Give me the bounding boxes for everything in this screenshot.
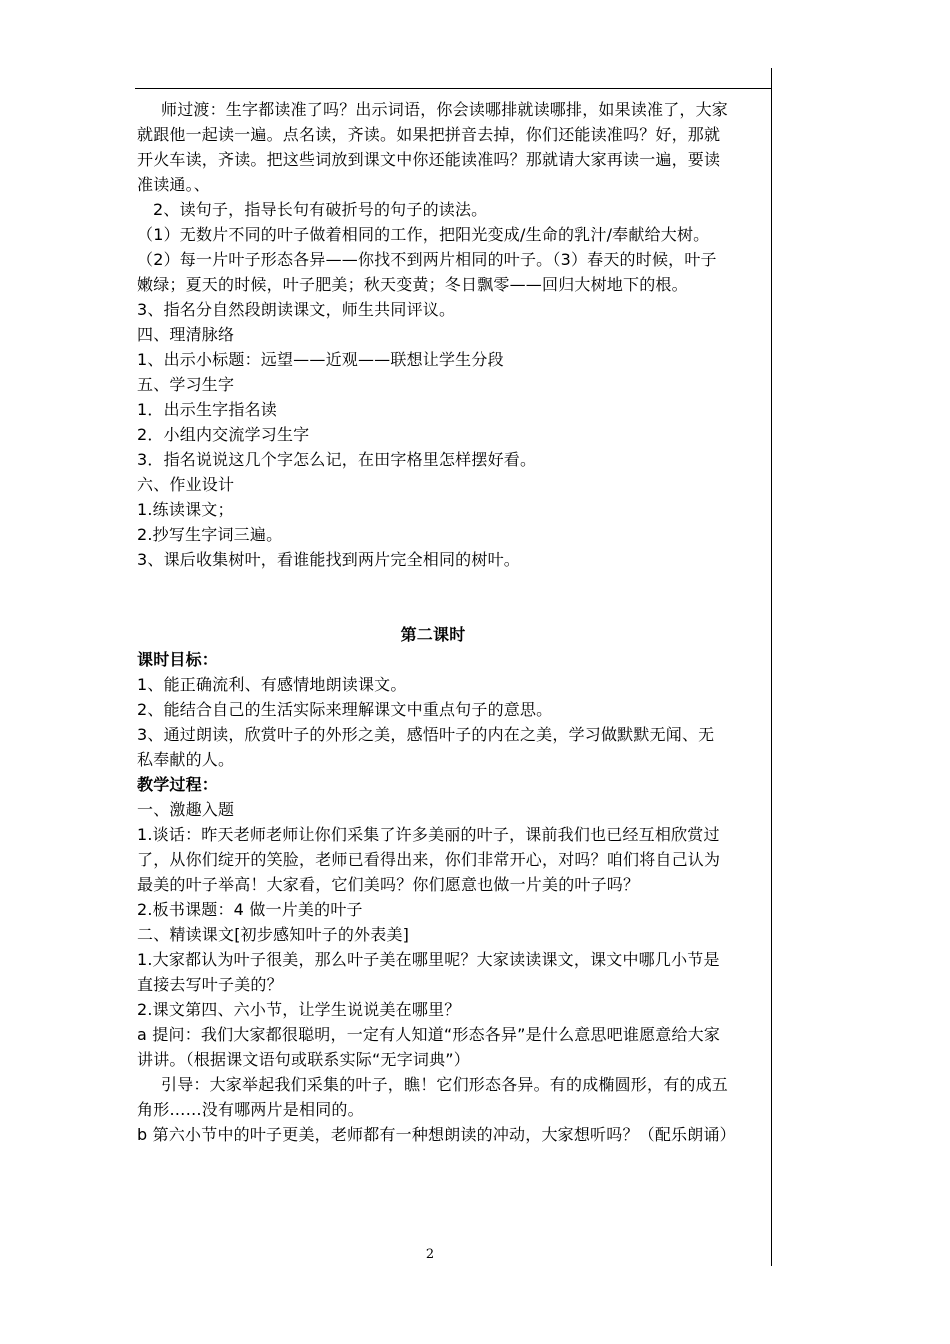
list-item: 3、通过朗读，欣赏叶子的外形之美，感悟叶子的内在之美，学习做默默无闻、无私奉献的人。 [137, 725, 715, 769]
heading-structure: 四、理清脉络 [137, 325, 235, 344]
list-item: 3．指名说说这几个字怎么记，在田字格里怎样摆好看。 [137, 450, 537, 469]
goals-heading: 课时目标： [137, 650, 219, 669]
list-item: 3、课后收集树叶，看谁能找到两片完全相同的树叶。 [137, 550, 520, 569]
paragraph-ask: a 提问：我们大家都很聪明，一定有人知道“形态各异”是什么意思吧谁愿意给大家讲讲。（根据课文语句或联系实际“无字词典”） [137, 1025, 721, 1069]
heading-characters: 五、学习生字 [137, 375, 235, 394]
heading-homework: 六、作业设计 [137, 475, 235, 494]
list-item: 1.练读课文； [137, 500, 234, 519]
heading-close-reading: 二、精读课文[初步感知叶子的外表美] [137, 925, 410, 944]
paragraph-sections: 2.课文第四、六小节，让学生说说美在哪里？ [137, 1000, 461, 1019]
table-right-border [771, 68, 772, 1266]
list-item: 1．出示生字指名读 [137, 400, 277, 419]
paragraph-transition: 师过渡：生字都读准了吗？出示词语，你会读哪排就读哪排，如果读准了，大家就跟他一起读一遍。点名读，齐读。如果把拼音去掉，你们还能读准吗？好，那就开火车读，齐读。把这些词放到课文中你还能读准吗？那就请大家再读一遍，要读准读通。、 [137, 100, 729, 194]
list-item: 1、能正确流利、有感情地朗读课文。 [137, 675, 407, 694]
paragraph-subtitles: 1、出示小标题：远望——近观——联想让学生分段 [137, 350, 504, 369]
paragraph-sentence-reading: 2、读句子，指导长句有破折号的句子的读法。 [153, 200, 488, 219]
section-title: 第二课时 [400, 625, 466, 644]
heading-intro: 一、激趣入题 [137, 800, 235, 819]
page-number: 2 [425, 1247, 435, 1262]
list-item: 2．小组内交流学习生字 [137, 425, 310, 444]
paragraph-board-title: 2.板书课题：4 做一片美的叶子 [137, 900, 363, 919]
paragraph-talk: 1.谈话：昨天老师老师让你们采集了许多美丽的叶子，课前我们也已经互相欣赏过了，从你们绽开的笑脸，老师已看得出来，你们非常开心，对吗？咱们将自己认为最美的叶子举高！大家看，它们美吗？你们愿意也做一片美的叶子吗？ [137, 825, 721, 894]
list-item: 2.抄写生字词三遍。 [137, 525, 283, 544]
list-item: 2、能结合自己的生活实际来理解课文中重点句子的意思。 [137, 700, 553, 719]
table-top-border [135, 88, 772, 89]
paragraph-guide: 引导：大家举起我们采集的叶子，瞧！它们形态各异。有的成椭圆形，有的成五角形……没有哪两片是相同的。 [137, 1075, 729, 1119]
paragraph-example-sentences: （1）无数片不同的叶子做着相同的工作，把阳光变成/生命的乳汁/奉献给大树。（2）每一片叶子形态各异——你找不到两片相同的叶子。（3）春天的时候，叶子嫩绿；夏天的时候，叶子肥美；秋天变黄；冬日飘零——回归大树地下的根。 [137, 225, 717, 294]
paragraph-read-aloud: 3、指名分自然段朗读课文，师生共同评议。 [137, 300, 456, 319]
paragraph-sixth-section: b 第六小节中的叶子更美，老师都有一种想朗读的冲动，大家想听吗？（配乐朗诵） [137, 1125, 736, 1144]
document-body [137, 97, 736, 1147]
paragraph-question: 1.大家都认为叶子很美，那么叶子美在哪里呢？大家读读课文，课文中哪几小节是直接去写叶子美的？ [137, 950, 720, 994]
process-heading: 教学过程： [137, 775, 219, 794]
